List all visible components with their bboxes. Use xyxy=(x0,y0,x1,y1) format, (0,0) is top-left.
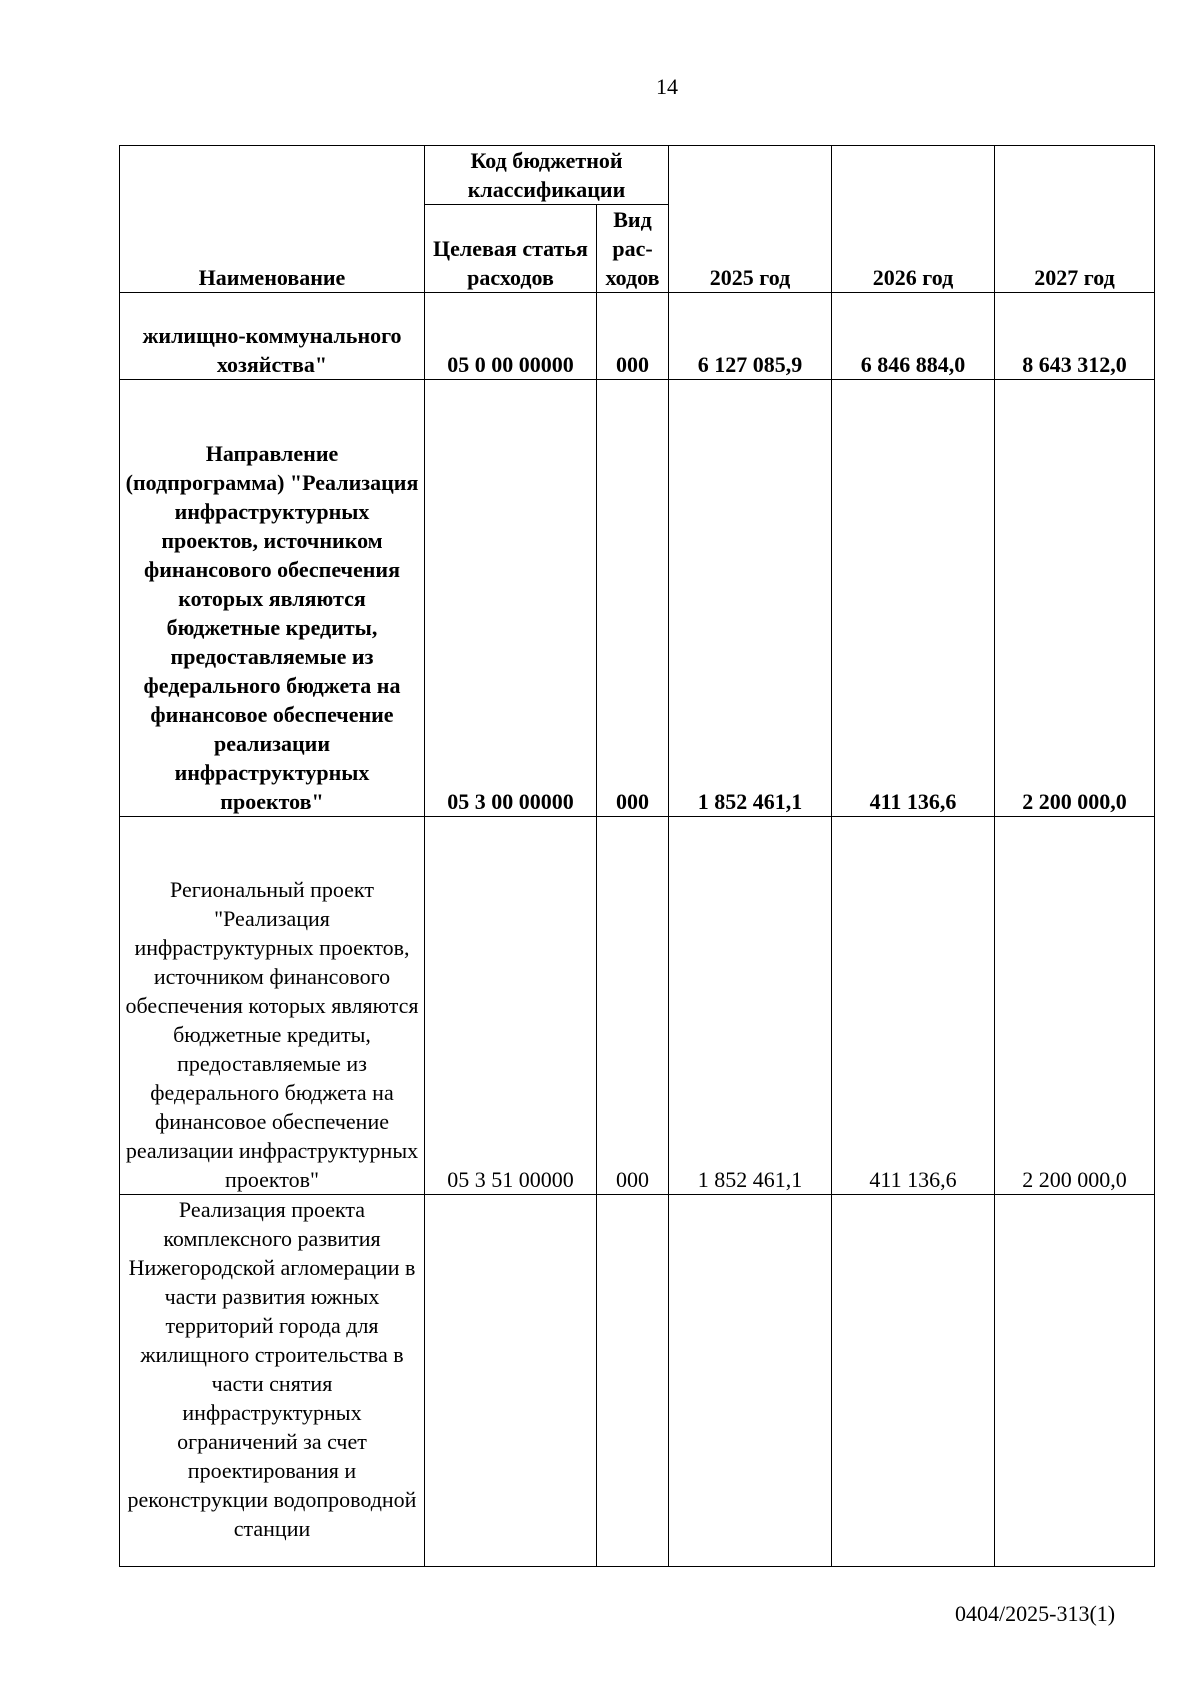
header-row-top xyxy=(120,146,1155,205)
row-2026: 411 136,6 xyxy=(832,817,995,1195)
page-number: 14 xyxy=(656,74,678,99)
row-expense-type: 000 xyxy=(597,380,669,817)
table-row xyxy=(120,293,1155,380)
row-2025: 1 852 461,1 xyxy=(669,380,832,817)
header-name: Наименование xyxy=(120,146,425,293)
row-2027: 8 643 312,0 xyxy=(995,293,1155,380)
row-2026: 6 846 884,0 xyxy=(832,293,995,380)
row-target-article: 05 0 00 00000 xyxy=(425,293,597,380)
row-2025: 6 127 085,9 xyxy=(669,293,832,380)
row-expense-type xyxy=(597,1195,669,1567)
budget-table xyxy=(119,145,1155,1567)
header-year-2026: 2026 год xyxy=(832,146,995,293)
row-target-article: 05 3 00 00000 xyxy=(425,380,597,817)
table-row xyxy=(120,1195,1155,1567)
document-code: 0404/2025-313(1) xyxy=(955,1601,1116,1626)
row-2027 xyxy=(995,1195,1155,1567)
header-year-2027: 2027 год xyxy=(995,146,1155,293)
row-2027: 2 200 000,0 xyxy=(995,380,1155,817)
row-2026 xyxy=(832,1195,995,1567)
row-name: Направление (подпрограмма) "Реализация инфраструктурных проектов, источником финансового обеспечения которых являются бюджетные кредиты, предоставляемые из федерального бюджета на финансовое обеспечение реализации инфраструктурных проектов" xyxy=(120,380,425,817)
row-name: жилищно-коммунального хозяйства" xyxy=(120,293,425,380)
row-expense-type: 000 xyxy=(597,293,669,380)
table-row xyxy=(120,817,1155,1195)
row-name: Реализация проекта комплексного развития Нижегородской агломерации в части развития южных территорий города для жилищного строительства в части снятия инфраструктурных ограничений за счет проектирования и реконструкции водопроводной станции xyxy=(120,1195,425,1567)
row-target-article: 05 3 51 00000 xyxy=(425,817,597,1195)
header-year-2025: 2025 год xyxy=(669,146,832,293)
row-target-article xyxy=(425,1195,597,1567)
row-2026: 411 136,6 xyxy=(832,380,995,817)
header-code-group: Код бюджетной классификации xyxy=(425,146,669,205)
table-row xyxy=(120,380,1155,817)
row-2025: 1 852 461,1 xyxy=(669,817,832,1195)
row-expense-type: 000 xyxy=(597,817,669,1195)
row-name: Региональный проект "Реализация инфраструктурных проектов, источником финансового обеспечения которых являются бюджетные кредиты, предоставляемые из федерального бюджета на финансовое обеспечение реализации инфраструктурных проектов" xyxy=(120,817,425,1195)
header-target-article: Целевая статья расходов xyxy=(425,205,597,293)
row-2027: 2 200 000,0 xyxy=(995,817,1155,1195)
header-expense-type: Вид рас-ходов xyxy=(597,205,669,293)
row-2025 xyxy=(669,1195,832,1567)
